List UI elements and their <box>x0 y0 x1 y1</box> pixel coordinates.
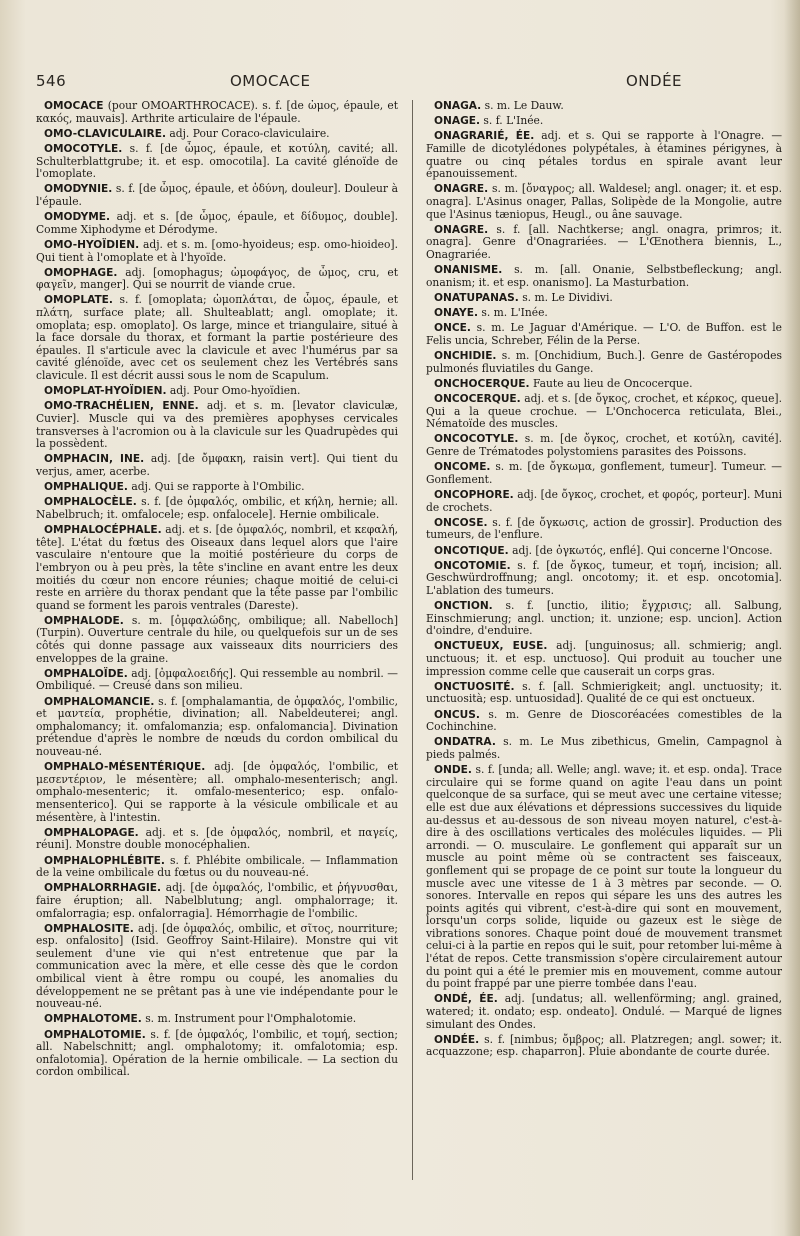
entry-definition: adj. [omophagus; ὠμοφάγος, de ὦμος, cru, et φαγεῖν, manger]. Qui se nourrit de viande crue. <box>36 265 398 292</box>
entry-definition: adj. et s. [de ὦμος, épaule, et δίδυμος, double]. Comme Xiphodyme et Dérodyme. <box>36 210 398 236</box>
entry-headword: ONCOCERQUE. <box>434 393 521 405</box>
dictionary-entry <box>426 292 782 305</box>
entry-definition: s. f. [unctio, ilitio; ἔγχρισις; all. Salbung, Einschmierung; angl. unction; it. unzione; esp. uncion]. Action d'oindre, d'enduire. <box>426 599 782 638</box>
entry-definition: s. f. [omoplata; ὠμοπλάται, de ὦμος, épaule, et πλάτη, surface plate; all. Shulteablatt; angl. omoplate; it. omoplata; esp. omoplato]. Os large, mince et triangulaire, situé à la face dorsale du thorax, et formant la partie postérieure des épaules. Il s'articule avec la clavicule et avec l'humérus par sa cavité glénoïde, avec cet os seulement chez les Vertébrés sans clavicule. Il est décrit aussi sous le nom de Scapulum. <box>36 293 398 383</box>
dictionary-entry <box>426 736 782 761</box>
dictionary-entry <box>426 1034 782 1059</box>
entry-definition: s. f. [de ὄγκος, tumeur, et τομή, incision; all. Geschwürdroffnung; angl. oncotomy; it. et esp. oncotomia]. L'ablation des tumeurs. <box>426 558 782 597</box>
entry-headword: OMPHALOTOME. <box>44 1013 142 1026</box>
entry-headword: ONDE. <box>434 764 472 777</box>
entry-definition: adj. [de ὄμφακη, raisin vert]. Qui tient du verjus, amer, acerbe. <box>36 452 398 478</box>
dictionary-entry <box>36 128 398 141</box>
dictionary-entry <box>426 517 782 542</box>
entry-definition: s. m. Le Dividivi. <box>518 290 613 304</box>
entry-headword: ONCHOCERQUE. <box>434 377 530 390</box>
entry-definition: s. m. Genre de Dioscoréacées comestibles de la Cochinchine. <box>426 707 782 734</box>
entry-headword: ONCOME. <box>434 461 491 474</box>
entry-definition: s. m. [ὀμφαλώδης, ombilique; all. Nabelloch] (Turpin). Ouverture centrale du hile, ou quelquefois sur un de ses côtés qui donne passage aux vaisseaux dits nourriciers des enveloppes de la graine. <box>36 613 398 665</box>
dictionary-entry <box>426 764 782 991</box>
dictionary-entry <box>426 681 782 706</box>
entry-definition: s. m. [Onchidium, Buch.]. Genre de Gastéropodes pulmonés fluviatiles du Gange. <box>426 349 782 375</box>
entry-definition: s. m. [de ὄγκωμα, gonflement, tumeur]. Tumeur. — Gonflement. <box>426 460 782 486</box>
entry-headword: ONATUPANAS. <box>434 291 519 304</box>
entry-definition: adj. et s. [de ὀμφαλός, nombril, et κεφαλή, tête]. L'état du fœtus des Oiseaux dans lequel alors que l'aire vasculaire n'entoure que la moitié postérieure du corps de l'embryon ou à peu près, la tête s'incline en avant entre les deux moitiés du cœur non encore réunies; chaque moitié de celui-ci reste en arrière du thorax pendant que la tête passe par l'ombilic quand se forment les parois ventrales (Dareste). <box>36 523 398 612</box>
entry-definition: s. f. [unda; all. Welle; angl. wave; it. et esp. onda]. Trace circulaire qui se forme quand on agite l'eau dans un point quelconque de sa surface, qui se meut avec une certaine vitesse; elle est due aux élévations et dépressions successives du liquide au-dessus et au-dessous de son niveau moyen naturel, c'est-à-dire à des oscillations verticales des molécules liquides. — Pli arrondi. — O. musculaire. Le gonflement qui apparaît sur un muscle au point même où se contractent ses faisceaux, gonflement qui se propage de ce point sur toute la longueur du muscle avec une vitesse de 1 à 3 mètres par seconde. — O. sonores. Intervalle en repos qui sépare les uns des autres les points agités qui vibrent, c'est-à-dire qui sont en mouvement, lorsqu'un corps solide, liquide ou gazeux est le siège de vibrations sonores. Chaque point doué de mouvement transmet celui-ci à la partie en repos qui le suit, pour retomber lui-même à l'état de repos. Cette transmission s'opère circulairement autour du point qui a été le premier mis en mouvement, comme autour du point frappé par une pierre tombée dans l'eau. <box>426 763 782 991</box>
entry-headword: ONDATRA. <box>434 736 496 749</box>
entry-headword: OMPHALOPAGE. <box>44 826 139 839</box>
entry-headword: ONCOCOTYLE. <box>434 433 519 446</box>
dictionary-entry <box>426 100 782 113</box>
entry-definition: adj. Pour Omo-hyoïdien. <box>166 384 301 398</box>
entry-headword: ONCE. <box>434 322 471 335</box>
entry-definition: s. f. [de ὦμος, épaule, et κοτύλη, cavité; all. Schulterblattgrube; it. et esp. omocotila]. La cavité glénoïde de l'omoplate. <box>36 141 398 181</box>
dictionary-entry <box>36 496 398 521</box>
right-column <box>426 100 782 1196</box>
entry-headword: ONDÉ, ÉE. <box>434 993 498 1006</box>
entry-headword: OMPHALOCÈLE. <box>44 496 137 509</box>
dictionary-entry <box>426 640 782 678</box>
entry-definition: (pour OMOARTHROCACE). s. f. [de ὦμος, épaule, et κακός, mauvais]. Arthrite articulaire de l'épaule. <box>36 100 398 125</box>
dictionary-entry <box>36 183 398 208</box>
entry-headword: ONCOTOMIE. <box>434 559 511 572</box>
dictionary-entry <box>426 545 782 558</box>
entry-headword: ONAGRARIÉ, ÉE. <box>434 130 535 143</box>
entry-definition: adj. Pour Coraco-claviculaire. <box>165 126 330 140</box>
dictionary-entry <box>426 322 782 347</box>
entry-headword: OMOPLAT-HYOÏDIEN. <box>44 385 167 398</box>
dictionary-entry <box>426 224 782 262</box>
entry-definition: adj. [unguinosus; all. schmierig; angl. unctuous; it. et esp. unctuoso]. Qui produit au toucher une impression comme celle que causerait un corps gras. <box>426 639 782 678</box>
entry-headword: OMPHALO-MÉSENTÉRIQUE. <box>44 761 206 774</box>
entry-headword: ONCOPHORE. <box>434 488 514 501</box>
entry-definition: s. m. Le Dauw. <box>481 100 564 112</box>
entry-definition: adj. [de ὀμφαλός, ombilic, et σῖτος, nourriture; esp. onfalosito] (Isid. Geoffroy Saint-Hilaire). Monstre qui vit seulement d'une vie qui n'est entretenue que par la communication avec la mère, et elle cesse dès que le cordon ombilical vient à être rompu ou coupé, les anomalies du développement ne se prêtant pas à une vie indépendante pour le nouveau-né. <box>36 921 398 1011</box>
entry-definition: s. f. [de ὄγκωσις, action de grossir]. Production des tumeurs, de l'enflure. <box>426 515 782 542</box>
entry-headword: ONAGA. <box>434 100 482 112</box>
dictionary-entry <box>426 461 782 486</box>
dictionary-entry <box>426 183 782 221</box>
dictionary-entry <box>426 560 782 598</box>
entry-definition: adj. [de ὀμφαλός, l'ombilic, et ῥήγνυσθαι, faire éruption; all. Nabelblutung; angl. omphalorrage; it. omfalorragia; esp. onfalorragia]. Hémorrhagie de l'ombilic. <box>36 881 398 920</box>
page-edge-shadow <box>784 0 800 1236</box>
entry-headword: ONANISME. <box>434 264 503 277</box>
entry-definition: s. m. L'Inée. <box>478 306 548 320</box>
entry-headword: OMPHALOPHLÉBITE. <box>44 854 165 867</box>
entry-headword: ONDÉE. <box>434 1033 480 1046</box>
entry-headword: OMODYME. <box>44 211 111 224</box>
entry-definition: s. f. L'Inée. <box>480 114 544 128</box>
dictionary-entry <box>36 211 398 236</box>
entry-headword: ONCUS. <box>434 708 480 721</box>
dictionary-entry <box>36 385 398 398</box>
entry-definition: s. m. Le Jaguar d'Amérique. — L'O. de Buffon. est le Felis uncia, Schreber, Félin de la Perse. <box>426 321 782 347</box>
dictionary-entry <box>36 882 398 920</box>
entry-definition: s. f. [de ὦμος, épaule, et ὀδύνη, douleur]. Douleur à l'épaule. <box>36 182 398 208</box>
entry-headword: ONCTION. <box>434 600 493 613</box>
entry-definition: s. m. Le Mus zibethicus, Gmelin, Campagnol à pieds palmés. <box>426 735 782 761</box>
entry-definition: s. m. [ὄναγρος; all. Waldesel; angl. onager; it. et esp. onagra]. L'Asinus onager, Pallas, Solipède de la Mongolie, autre que l'Asinus tæniopus, Heugl., ou âne sauvage. <box>426 182 782 221</box>
running-header <box>30 72 782 92</box>
entry-definition: s. f. Phlébite ombilicale. — Inflammation de la veine ombilicale du fœtus ou du nouveau-né. <box>36 853 398 880</box>
dictionary-entry <box>36 615 398 665</box>
dictionary-entry <box>36 668 398 693</box>
dictionary-entry <box>426 115 782 128</box>
dictionary-entry <box>426 993 782 1031</box>
dictionary-entry <box>426 600 782 638</box>
entry-headword: ONAGRE. <box>434 183 489 196</box>
entry-definition: s. f. [all. Nachtkerse; angl. onagra, primros; it. onagra]. Genre d'Onagrariées. — L'Œnothera biennis, L., Onagrariée. <box>426 222 782 261</box>
dictionary-entry <box>426 393 782 431</box>
entry-definition: s. f. [de ὀμφαλός, l'ombilic, et τομή, section; all. Nabelschnitt; angl. omphalotomy; it. omfalotomia; esp. onfalotomia]. Opération de la hernie ombilicale. — La section du cordon ombilical. <box>36 1027 398 1079</box>
entry-definition: s. f. [all. Schmierigkeit; angl. unctuosity; it. unctuosità; esp. untuosidad]. Qualité de ce qui est onctueux. <box>426 679 782 706</box>
entry-headword: OMO-CLAVICULAIRE. <box>44 127 166 140</box>
dictionary-entry <box>36 761 398 824</box>
entry-definition: adj. et s. m. [omo-hyoideus; esp. omo-hioideo]. Qui tient à l'omoplate et à l'hyoïde. <box>36 237 398 264</box>
entry-headword: OMODYNIE. <box>44 183 113 196</box>
entry-headword: ONCHIDIE. <box>434 350 497 363</box>
dictionary-entry <box>426 264 782 289</box>
dictionary-entry <box>36 267 398 292</box>
dictionary-entry <box>36 696 398 759</box>
entry-definition: adj. [undatus; all. wellenförming; angl. grained, watered; it. ondato; esp. ondeato]. Ondulé. — Marqué de lignes simulant des Ondes. <box>426 992 782 1031</box>
dictionary-entry <box>426 130 782 180</box>
entry-definition: adj. et s. m. [levator claviculæ, Cuvier]. Muscle qui va des premières apophyses cervicales transverses à l'acromion ou à la clavicule sur les Quadrupèdes qui la possèdent. <box>36 399 398 451</box>
entry-headword: OMPHALIQUE. <box>44 481 128 494</box>
entry-headword: OMOCOTYLE. <box>44 142 123 155</box>
entry-headword: ONCOSE. <box>434 516 488 529</box>
entry-headword: ONCTUOSITÉ. <box>434 680 515 693</box>
entry-definition: adj. [ὀμφαλοειδής]. Qui ressemble au nombril. — Ombiliqué. — Creusé dans son milieu. <box>36 666 398 693</box>
dictionary-entry <box>36 923 398 1011</box>
dictionary-entry <box>426 433 782 458</box>
entry-definition: s. m. [de ὄγκος, crochet, et κοτύλη, cavité]. Genre de Trématodes polystomiens parasites des Poissons. <box>426 432 782 458</box>
entry-definition: adj. [de ὀμφαλός, l'ombilic, et μεσεντέριον, le mésentère; all. omphalo-mesenterisch; angl. omphalo-mesenteric; it. omfalo-mesenterico; esp. onfalo-mensenterico]. Qui se rapporte à la vésicule ombilicale et au mésentère, à l'intestin. <box>36 760 398 824</box>
column-divider <box>412 100 413 1180</box>
entry-headword: OMPHALOMANCIE. <box>44 695 155 708</box>
entry-definition: adj. et s. Qui se rapporte à l'Onagre. — Famille de dicotylédones polypétales, à étamines périgynes, à quatre ou cinq pétales tordus en spirale avant leur épanouissement. <box>426 129 782 181</box>
right-running-head: ONDÉE <box>626 72 683 90</box>
entry-headword: ONCOTIQUE. <box>434 544 509 557</box>
entry-headword: OMPHALORRHAGIE. <box>44 882 162 895</box>
left-column <box>36 100 398 1196</box>
entry-definition: s. f. [de ὀμφαλός, ombilic, et κήλη, hernie; all. Nabelbruch; it. omfalocele; esp. onfalocele]. Hernie ombilicale. <box>36 495 398 521</box>
entry-headword: ONAGRE. <box>434 223 489 236</box>
dictionary-entry <box>36 1029 398 1079</box>
dictionary-entry <box>36 294 398 382</box>
dictionary-entry <box>426 307 782 320</box>
dictionary-entry <box>426 350 782 375</box>
entry-headword: OMPHALOSITE. <box>44 922 134 935</box>
entry-headword: OMPHALODE. <box>44 614 124 627</box>
entry-headword: ONCTUEUX, EUSE. <box>434 640 548 653</box>
dictionary-entry <box>36 453 398 478</box>
dictionary-entry <box>36 400 398 450</box>
dictionary-entry <box>36 143 398 181</box>
entry-definition: adj. et s. [de ὄγκος, crochet, et κέρκος, queue]. Qui a la queue crochue. — L'Onchocerca reticulata, Blei., Nématoïde des muscles. <box>426 392 782 431</box>
entry-headword: OMOPHAGE. <box>44 266 118 279</box>
entry-headword: OMPHALOTOMIE. <box>44 1028 146 1041</box>
dictionary-entry <box>36 1013 398 1026</box>
dictionary-entry <box>36 100 398 125</box>
entry-headword: OMOPLATE. <box>44 294 113 307</box>
dictionary-entry <box>36 855 398 880</box>
entry-headword: OMOCACE <box>44 100 104 112</box>
entry-definition: adj. Qui se rapporte à l'Ombilic. <box>127 480 305 494</box>
page-number: 546 <box>36 72 67 90</box>
dictionary-entry <box>36 827 398 852</box>
dictionary-entry <box>426 489 782 514</box>
dictionary-entry <box>426 709 782 734</box>
entry-headword: OMPHALOCÉPHALE. <box>44 524 162 537</box>
entry-definition: adj. et s. [de ὀμφαλός, nombril, et παγείς, réuni]. Monstre double monocéphalien. <box>36 825 398 852</box>
dictionary-entry <box>426 378 782 391</box>
entry-headword: ONAGE. <box>434 115 481 128</box>
entry-headword: ONAYE. <box>434 307 478 320</box>
dictionary-entry <box>36 239 398 264</box>
entry-headword: OMO-TRACHÉLIEN, ENNE. <box>44 400 199 413</box>
entry-definition: s. f. [nimbus; ὄμβρος; all. Platzregen; angl. sower; it. acquazzone; esp. chaparron]. Pluie abondante de courte durée. <box>426 1032 782 1059</box>
entry-definition: adj. [de ὀγκωτός, enflé]. Qui concerne l'Oncose. <box>508 543 773 557</box>
entry-headword: OMO-HYOÏDIEN. <box>44 238 140 251</box>
left-running-head: OMOCACE <box>230 72 311 90</box>
entry-definition: s. m. Instrument pour l'Omphalotomie. <box>141 1012 357 1026</box>
entry-definition: Faute au lieu de Oncocerque. <box>529 376 693 390</box>
dictionary-entry <box>36 524 398 612</box>
entry-definition: s. m. [all. Onanie, Selbstbefleckung; angl. onanism; it. et esp. onanismo]. La Masturbation. <box>426 263 782 289</box>
dictionary-entry <box>36 481 398 494</box>
entry-definition: adj. [de ὄγκος, crochet, et φορός, porteur]. Muni de crochets. <box>426 487 782 514</box>
entry-headword: OMPHACIN, INE. <box>44 453 145 466</box>
entry-headword: OMPHALOÏDE. <box>44 667 128 680</box>
entry-definition: s. f. [omphalamantia, de ὀμφαλός, l'ombilic, et μαντεία, prophétie, divination; all. Nabeldeuterei; angl. omphalomancy; it. omfalomanzia; esp. onfalomancia]. Divination prétendue d'après le nombre de nœuds du cordon ombilical du nouveau-né. <box>36 694 398 758</box>
